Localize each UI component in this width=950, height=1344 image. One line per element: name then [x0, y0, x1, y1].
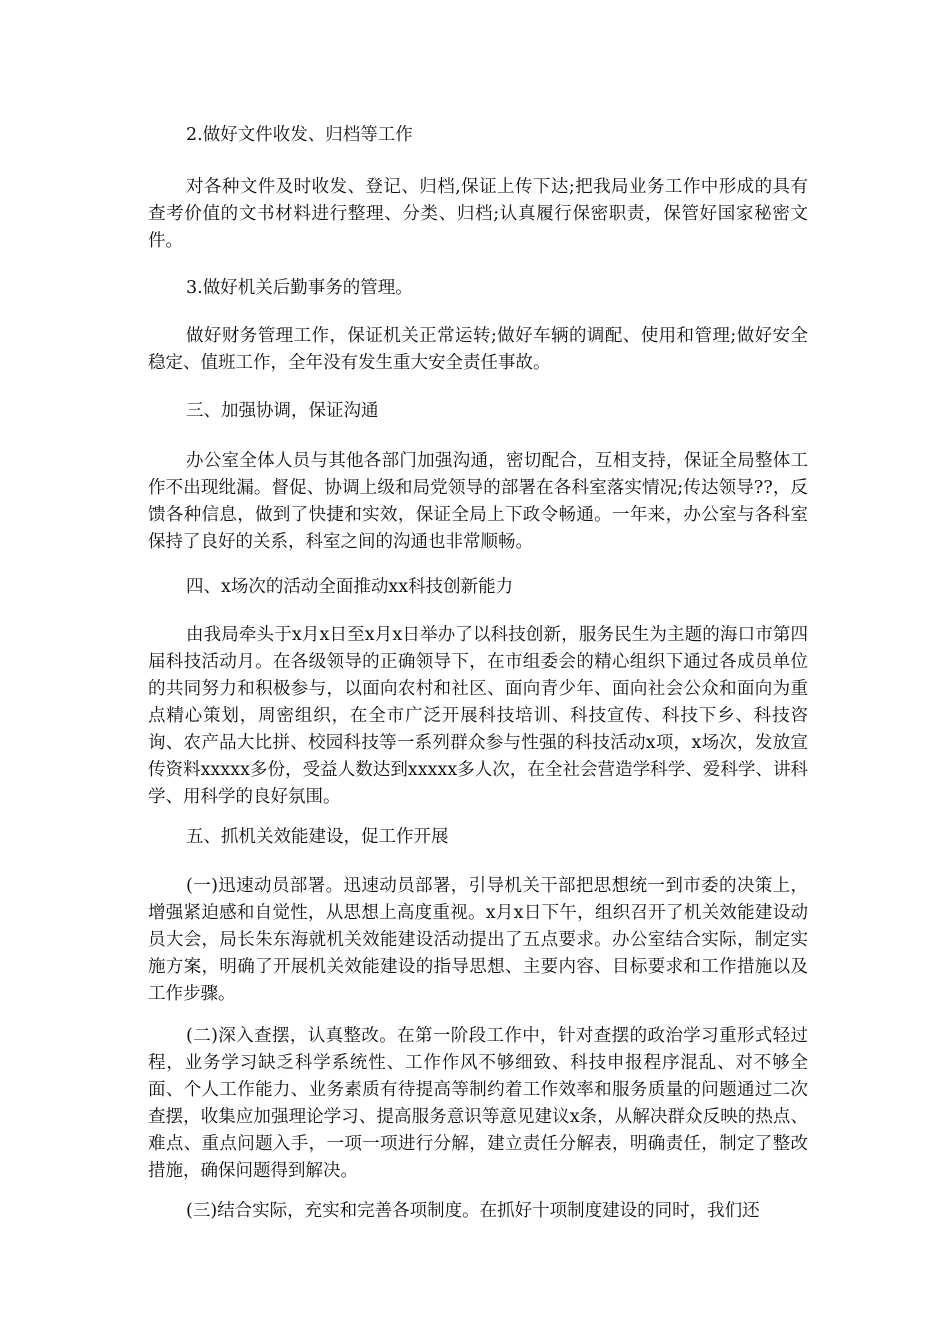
paragraph-tech-activities: 由我局牵头于x月x日至x月x日举办了以科技创新，服务民生为主题的海口市第四届科技活动月。在各级领导的正确领导下，在市组委会的精心组织下通过各成员单位的共同努力和积极参与，以面向农村和社区、面向青少年、面向社会公众和面向为重点精心策划，周密组织，在全市广泛开展科技培训、科技宣传、科技下乡、科技咨询、农产品大比拼、校园科技等一系列群众参与性强的科技活动x项，x场次，发放宣传资料xxxxx多份，受益人数达到xxxxx多人次，在全社会营造学科学、爱科学、讲科学、用科学的良好氛围。 [148, 625, 808, 807]
paragraph-filing: 对各种文件及时收发、登记、归档,保证上传下达;把我局业务工作中形成的具有查考价值的文书材料进行整理、分类、归档;认真履行保密职责，保管好国家秘密文件。 [148, 177, 808, 251]
section-heading-filing: 2.做好文件收发、归档等工作 [186, 125, 413, 145]
section-heading-logistics: 3.做好机关后勤事务的管理。 [186, 278, 413, 298]
paragraph-institutions: (三)结合实际，充实和完善各项制度。在抓好十项制度建设的同时，我们还 [186, 1201, 760, 1221]
paragraph-mobilization: (一)迅速动员部署。迅速动员部署，引导机关干部把思想统一到市委的决策上，增强紧迫感和自觉性，从思想上高度重视。x月x日下午，组织召开了机关效能建设动员大会，局长朱东海就机关效能建设活动提出了五点要求。办公室结合实际，制定实施方案，明确了开展机关效能建设的指导思想、主要内容、目标要求和工作措施以及工作步骤。 [148, 876, 808, 1004]
section-heading-tech-activities: 四、x场次的活动全面推动xx科技创新能力 [186, 577, 514, 597]
paragraph-rectification: (二)深入查摆，认真整改。在第一阶段工作中，针对查摆的政治学习重形式轻过程，业务学习缺乏科学系统性、工作作风不够细致、科技申报程序混乱、对不够全面、个人工作能力、业务素质有待提高等制约着工作效率和服务质量的问题通过二次查摆，收集应加强理论学习、提高服务意识等意见建议x条，从解决群众反映的热点、难点、重点问题入手，一项一项进行分解，建立责任分解表，明确责任，制定了整改措施，确保问题得到解决。 [148, 1026, 808, 1181]
section-heading-efficiency: 五、抓机关效能建设，促工作开展 [186, 827, 449, 847]
paragraph-logistics: 做好财务管理工作，保证机关正常运转;做好车辆的调配、使用和管理;做好安全稳定、值班工作，全年没有发生重大安全责任事故。 [148, 326, 808, 373]
paragraph-coordination: 办公室全体人员与其他各部门加强沟通，密切配合，互相支持，保证全局整体工作不出现纰漏。督促、协调上级和局党领导的部署在各科室落实情况;传达领导??，反馈各种信息，做到了快捷和实效，保证全局上下政令畅通。一年来，办公室与各科室保持了良好的关系，科室之间的沟通也非常顺畅。 [148, 451, 808, 552]
section-heading-coordination: 三、加强协调，保证沟通 [186, 401, 379, 421]
